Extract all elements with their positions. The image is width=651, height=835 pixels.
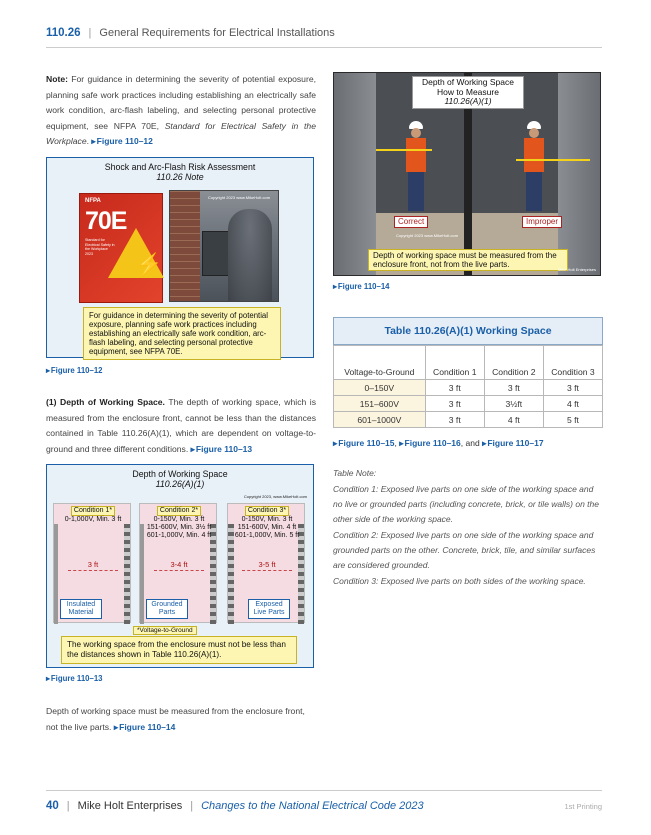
condition-3-title: Condition 3*: [245, 506, 289, 516]
fig14-subtitle: 110.26(A)(1): [444, 96, 492, 106]
running-footer: [46, 790, 602, 812]
table-note-condition-2: Condition 2: Exposed live parts on one side of the working space and grounded parts on the other. Concrete, brick, tile, and similar surfaces are considered grounded.: [333, 530, 596, 570]
wall-left: [54, 524, 58, 624]
depth-paragraph: [46, 395, 316, 457]
enclosure-right: [124, 524, 130, 624]
safety-vest: [406, 138, 426, 172]
fig14-heading: [412, 76, 524, 109]
safety-vest: [524, 138, 544, 172]
table-header: Voltage-to-Ground: [334, 346, 426, 380]
header-divider: |: [88, 26, 92, 39]
working-space-table: [333, 317, 603, 428]
switchgear-right: [558, 73, 600, 276]
table-cell: 5 ft: [543, 412, 602, 428]
condition-2-label: Grounded Parts: [146, 599, 188, 619]
condition-2-distance: 3-4 ft: [154, 560, 204, 571]
condition-3-diagram: [227, 503, 305, 623]
worker-legs: [526, 172, 542, 211]
worker-head: [411, 128, 421, 138]
note-italic: Standard for Electrical Safety in the Workplace: [46, 120, 316, 146]
correct-tag: Correct: [394, 216, 428, 228]
worker-improper: [522, 121, 546, 211]
condition-3-header: [232, 506, 302, 540]
depth-text: The depth of working space, which is measured from the enclosure front, cannot be less than the distances contained in Table 110.26(A)(1), which are dependent on voltage-to-ground and three different conditions.: [46, 397, 316, 454]
figure-link-110-15[interactable]: ▸ Figure 110–15: [333, 438, 395, 448]
table-title: Table 110.26(A)(1) Working Space: [333, 317, 603, 345]
nfpa-logo: NFPA: [85, 198, 101, 204]
fig12-subtitle: 110.26 Note: [156, 172, 204, 182]
running-header: [46, 28, 602, 48]
switchgear-left: [334, 73, 376, 276]
note-paragraph: [46, 72, 316, 150]
figure-link-110-16[interactable]: ▸ Figure 110–16: [399, 438, 461, 448]
fig13-subtitle: 110.26(A)(1): [155, 479, 205, 489]
table-header: Condition 2: [484, 346, 543, 380]
condition-3-label: Exposed Live Parts: [248, 599, 290, 619]
note-text: For guidance in determining the severity of potential exposure, planning safe work practices including establishing an electrically safe work condition, arc-flash labeling, and selecting personal protective equipment, see NFPA 70E,: [46, 74, 316, 131]
measure-paragraph: [46, 704, 316, 735]
condition-1-title: Condition 1*: [71, 506, 115, 516]
fig14-logo: Mike Holt Enterprises: [557, 267, 596, 272]
fig12-title: Shock and Arc-Flash Risk Assessment: [104, 162, 256, 172]
footer-divider: |: [190, 800, 194, 812]
fig13-caption: ▸ Figure 110–13: [46, 674, 103, 683]
voltage-note: *Voltage-to-Ground: [133, 626, 197, 635]
table-cell: 151–600V: [334, 396, 426, 412]
table-row: [334, 412, 603, 428]
figure-110-13: [46, 464, 314, 668]
table-cell: 0–150V: [334, 380, 426, 396]
footer-divider: |: [66, 800, 70, 812]
condition-2-title: Condition 2*: [157, 506, 201, 516]
publisher-name: Mike Holt Enterprises: [77, 800, 183, 812]
condition-2-line-2: 151-600V, Min. 3½ ft: [146, 524, 212, 531]
fig12-caption: ▸ Figure 110–12: [46, 366, 103, 375]
table-row: [334, 396, 603, 412]
fig14-title-2: How to Measure: [437, 86, 499, 97]
measure-text: Depth of working space must be measured from the enclosure front, not the live parts.: [46, 706, 305, 732]
figure-110-14: [333, 72, 601, 276]
fig12-callout: For guidance in determining the severity of potential exposure, planning safe work practices including establishing an electrically safe work condition, arc-flash labeling, and selecting personal protective equipment, see NFPA 70E.: [83, 307, 281, 360]
fig14-title-1: Depth of Working Space: [422, 77, 514, 87]
figure-link-110-12[interactable]: ▸ Figure 110–12: [91, 136, 153, 146]
figure-link-110-13[interactable]: ▸ Figure 110–13: [191, 444, 253, 454]
table-cell: 3 ft: [425, 380, 484, 396]
depth-label: (1) Depth of Working Space.: [46, 397, 165, 407]
table-note-condition-3: Condition 3: Exposed live parts on both sides of the working space.: [333, 576, 586, 586]
table-cell: 601–1000V: [334, 412, 426, 428]
condition-3-line-2: 151-600V, Min. 4 ft: [237, 524, 297, 531]
worker-correct: [404, 121, 428, 211]
fig13-copyright: Copyright 2023, www.MikeHolt.com: [243, 494, 307, 499]
nfpa-70e-book-image: [79, 193, 163, 303]
condition-1-header: [58, 506, 128, 524]
arc-flash-suit-worker: [228, 209, 272, 302]
table-cell: 3½ft: [484, 396, 543, 412]
condition-2-diagram: [139, 503, 217, 623]
figure-link-110-17[interactable]: ▸ Figure 110–17: [482, 438, 544, 448]
printing-note: 1st Printing: [564, 801, 602, 811]
table-grid: [333, 345, 603, 428]
condition-3-line-3: 601-1,000V, Min. 5 ft: [234, 532, 300, 539]
lightning-bolt-icon: ⚡: [135, 252, 163, 277]
fig14-callout: Depth of working space must be measured from the enclosure front, not from the live parts.: [368, 249, 568, 271]
condition-1-line-1: 0-1,000V, Min. 3 ft: [64, 516, 122, 523]
table-cell: 4 ft: [484, 412, 543, 428]
note-text-end: .: [86, 136, 89, 146]
book-title: Changes to the National Electrical Code 2023: [201, 800, 424, 812]
page-number: 40: [46, 800, 59, 812]
table-note-heading: Table Note:: [333, 468, 377, 478]
table-cell: 3 ft: [425, 412, 484, 428]
fig13-title: Depth of Working Space: [132, 469, 228, 479]
fig13-callout: The working space from the enclosure must not be less than the distances shown in Table 110.26(A)(1).: [61, 636, 297, 664]
condition-1-distance: 3 ft: [68, 560, 118, 571]
brick-wall: [170, 191, 200, 302]
table-figure-links: ▸ Figure 110–15, ▸ Figure 110–16, and ▸ Figure 110–17: [333, 438, 544, 449]
photo-copyright: Copyright 2023 www.MikeHolt.com: [208, 195, 271, 200]
arc-flash-suit-photo: [169, 190, 279, 302]
table-row: [334, 380, 603, 396]
worker-head: [529, 128, 539, 138]
nfpa-book-desc: Standard for Electrical Safety in the Workplace 2023: [85, 238, 115, 256]
fig14-copyright: Copyright 2023 www.MikeHolt.com: [396, 233, 459, 238]
and-text: and: [465, 438, 480, 448]
header-title: General Requirements for Electrical Installations: [99, 26, 335, 39]
table-cell: 3 ft: [425, 396, 484, 412]
fig14-caption: ▸ Figure 110–14: [333, 282, 390, 291]
section-number: 110.26: [46, 26, 81, 39]
table-header-row: [334, 346, 603, 380]
table-header: Condition 1: [425, 346, 484, 380]
figure-link-110-14[interactable]: ▸ Figure 110–14: [114, 722, 176, 732]
condition-2-line-1: 0-150V, Min. 3 ft: [153, 516, 205, 523]
condition-2-header: [144, 506, 214, 540]
figure-110-12: [46, 157, 314, 358]
measuring-tape-improper: [516, 159, 590, 161]
note-label: Note:: [46, 74, 68, 84]
condition-1-label: Insulated Material: [60, 599, 102, 619]
condition-3-line-1: 0-150V, Min. 3 ft: [241, 516, 293, 523]
table-note-condition-1: Condition 1: Exposed live parts on one side of the working space and no live or grounded parts (including concrete, brick, or tile walls) on the other side of the working space.: [333, 484, 599, 524]
nfpa-book-code: 70E: [85, 207, 127, 235]
table-header: Condition 3: [543, 346, 602, 380]
improper-tag: Improper: [522, 216, 562, 228]
condition-1-diagram: [53, 503, 131, 623]
table-cell: 3 ft: [484, 380, 543, 396]
table-cell: 3 ft: [543, 380, 602, 396]
condition-2-line-3: 601-1,000V, Min. 4 ft: [146, 532, 212, 539]
measuring-tape-correct: [376, 149, 432, 151]
table-note: [333, 466, 601, 590]
condition-3-distance: 3-5 ft: [242, 560, 292, 571]
worker-legs: [408, 172, 424, 211]
table-cell: 4 ft: [543, 396, 602, 412]
